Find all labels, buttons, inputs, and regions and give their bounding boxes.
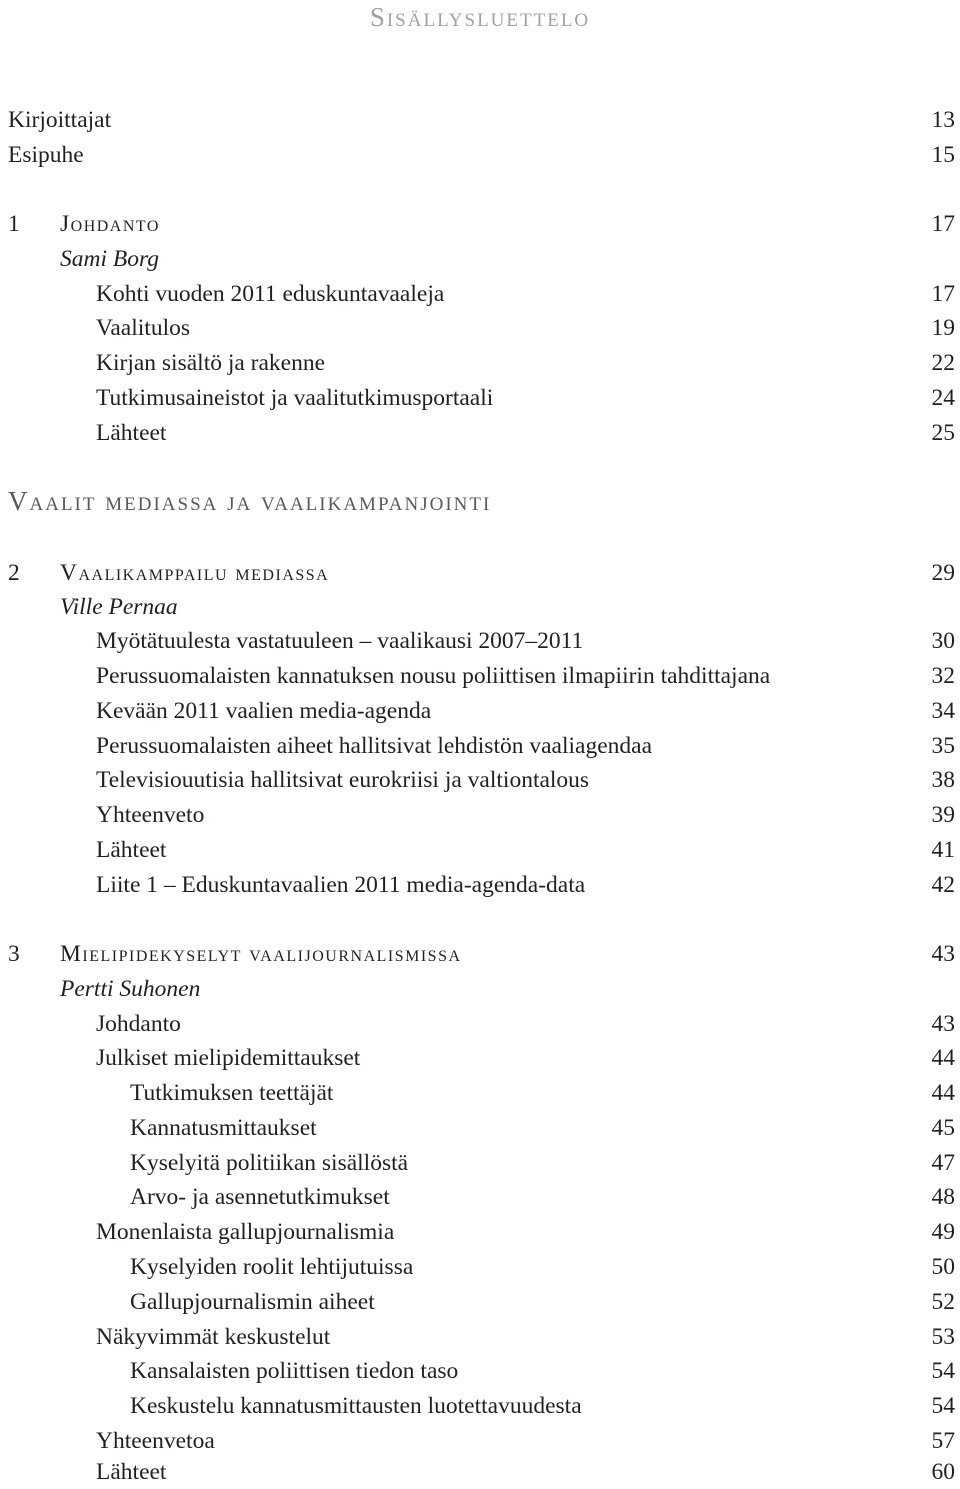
toc-subentry[interactable] (0, 1180, 955, 1214)
toc-entry-text: Kannatusmittaukset (130, 1115, 317, 1141)
toc-title: Sisällysluettelo (369, 2, 591, 32)
toc-page-number: 29 (931, 560, 955, 586)
toc-entry[interactable] (0, 1424, 955, 1458)
toc-entry[interactable] (0, 1215, 955, 1249)
toc-entry[interactable] (0, 659, 955, 693)
toc-page-number: 52 (931, 1289, 955, 1315)
section-heading: Vaalit mediassa ja vaalikampanjointi (8, 486, 492, 516)
toc-entry[interactable] (0, 694, 955, 728)
toc-entry[interactable] (0, 868, 955, 902)
toc-entry-text: Esipuhe (8, 142, 84, 168)
toc-entry[interactable] (0, 416, 955, 450)
toc-page-number: 57 (931, 1428, 955, 1454)
toc-page-number: 34 (931, 698, 955, 724)
toc-subentry[interactable] (0, 1354, 955, 1388)
toc-entry-text: Tutkimuksen teettäjät (130, 1080, 334, 1106)
toc-page-number: 30 (931, 628, 955, 654)
toc-entry[interactable] (0, 729, 955, 763)
toc-page-number: 48 (931, 1184, 955, 1210)
toc-entry-text: Kyselyiden roolit lehtijutuissa (130, 1254, 414, 1280)
toc-entry-text: Kirjan sisältö ja rakenne (96, 350, 326, 376)
toc-entry-text: Johdanto (96, 1011, 181, 1037)
toc-entry-text: Monenlaista gallupjournalismia (96, 1219, 395, 1245)
toc-page-number: 49 (931, 1219, 955, 1245)
chapter-author (0, 972, 955, 1006)
toc-page-number: 44 (931, 1080, 955, 1106)
toc-page-number: 39 (931, 802, 955, 828)
chapter-author (0, 590, 955, 624)
toc-page-number: 60 (931, 1459, 955, 1485)
toc-page-number: 15 (931, 142, 955, 168)
chapter-title: Vaalikamppailu mediassa (60, 560, 330, 586)
toc-subentry[interactable] (0, 1146, 955, 1180)
toc-page-number: 17 (931, 281, 955, 307)
toc-entry-text: Lähteet (96, 420, 167, 446)
toc-entry[interactable] (0, 1041, 955, 1075)
chapter-number: 2 (8, 560, 20, 586)
toc-page-number: 17 (931, 211, 955, 237)
toc-entry-text: Tutkimusaineistot ja vaalitutkimusportaali (96, 385, 494, 411)
chapter-author (0, 242, 955, 276)
toc-entry[interactable] (0, 277, 955, 311)
toc-entry[interactable] (0, 1455, 955, 1489)
toc-subentry[interactable] (0, 1285, 955, 1319)
toc-page-number: 22 (931, 350, 955, 376)
toc-subentry[interactable] (0, 1076, 955, 1110)
toc-page-number: 53 (931, 1324, 955, 1350)
toc-subentry[interactable] (0, 1389, 955, 1423)
toc-page-number: 54 (931, 1393, 955, 1419)
toc-entry-text: Myötätuulesta vastatuuleen – vaalikausi 2007–2011 (96, 628, 584, 654)
toc-chapter-3[interactable] (0, 937, 955, 971)
toc-entry[interactable] (0, 1007, 955, 1041)
chapter-number: 3 (8, 941, 20, 967)
toc-entry-text: Kirjoittajat (8, 107, 112, 133)
toc-chapter-2[interactable] (0, 556, 955, 590)
toc-page-number: 50 (931, 1254, 955, 1280)
toc-entry-text: Gallupjournalismin aiheet (130, 1289, 375, 1315)
toc-page-number: 54 (931, 1358, 955, 1384)
chapter-title: Mielipidekyselyt vaalijournalismissa (60, 941, 462, 967)
toc-entry-text: Perussuomalaisten aiheet hallitsivat lehdistön vaaliagendaa (96, 733, 653, 759)
toc-entry-text: Keskustelu kannatusmittausten luotettavuudesta (130, 1393, 582, 1419)
toc-page-number: 19 (931, 315, 955, 341)
toc-entry[interactable] (0, 624, 955, 658)
toc-page-number: 47 (931, 1150, 955, 1176)
toc-entry-text: Televisiouutisia hallitsivat eurokriisi ja valtiontalous (96, 767, 590, 793)
toc-page-number: 43 (931, 1011, 955, 1037)
toc-page-number: 25 (931, 420, 955, 446)
toc-subentry[interactable] (0, 1250, 955, 1284)
toc-entry-text: Yhteenveto (96, 802, 205, 828)
toc-entry[interactable] (0, 763, 955, 797)
toc-entry[interactable] (0, 798, 955, 832)
toc-page-number: 38 (931, 767, 955, 793)
toc-entry-text: Arvo- ja asennetutkimukset (130, 1184, 390, 1210)
toc-entry-text: Kohti vuoden 2011 eduskuntavaaleja (96, 281, 445, 307)
toc-page-number: 42 (931, 872, 955, 898)
toc-entry-text: Näkyvimmät keskustelut (96, 1324, 331, 1350)
toc-entry-text: Vaalitulos (96, 315, 190, 341)
toc-entry-esipuhe[interactable] (0, 138, 955, 172)
toc-page-number: 41 (931, 837, 955, 863)
toc-entry[interactable] (0, 346, 955, 380)
toc-page-number: 24 (931, 385, 955, 411)
toc-entry-text: Yhteenvetoa (96, 1428, 215, 1454)
toc-entry[interactable] (0, 381, 955, 415)
chapter-number: 1 (8, 211, 20, 237)
toc-page-number: 43 (931, 941, 955, 967)
toc-page-number: 32 (931, 663, 955, 689)
toc-entry-text: Lähteet (96, 837, 167, 863)
toc-chapter-1[interactable] (0, 207, 955, 241)
toc-entry-text: Liite 1 – Eduskuntavaalien 2011 media-agenda-data (96, 872, 586, 898)
toc-subentry[interactable] (0, 1111, 955, 1145)
toc-entry[interactable] (0, 833, 955, 867)
toc-entry-kirjoittajat[interactable] (0, 103, 955, 137)
author-name: Pertti Suhonen (60, 976, 201, 1002)
author-name: Ville Pernaa (60, 594, 178, 620)
author-name: Sami Borg (60, 246, 160, 272)
toc-entry[interactable] (0, 311, 955, 345)
toc-entry-text: Kyselyitä politiikan sisällöstä (130, 1150, 409, 1176)
toc-entry-text: Kevään 2011 vaalien media-agenda (96, 698, 432, 724)
chapter-title: Johdanto (60, 211, 160, 237)
toc-entry[interactable] (0, 1320, 955, 1354)
toc-page-number: 45 (931, 1115, 955, 1141)
toc-page-number: 13 (931, 107, 955, 133)
toc-page-number: 44 (931, 1045, 955, 1071)
toc-entry-text: Kansalaisten poliittisen tiedon taso (130, 1358, 459, 1384)
toc-entry-text: Perussuomalaisten kannatuksen nousu poliittisen ilmapiirin tahdittajana (96, 663, 771, 689)
toc-entry-text: Lähteet (96, 1459, 167, 1485)
toc-entry-text: Julkiset mielipidemittaukset (96, 1045, 361, 1071)
toc-page-number: 35 (931, 733, 955, 759)
